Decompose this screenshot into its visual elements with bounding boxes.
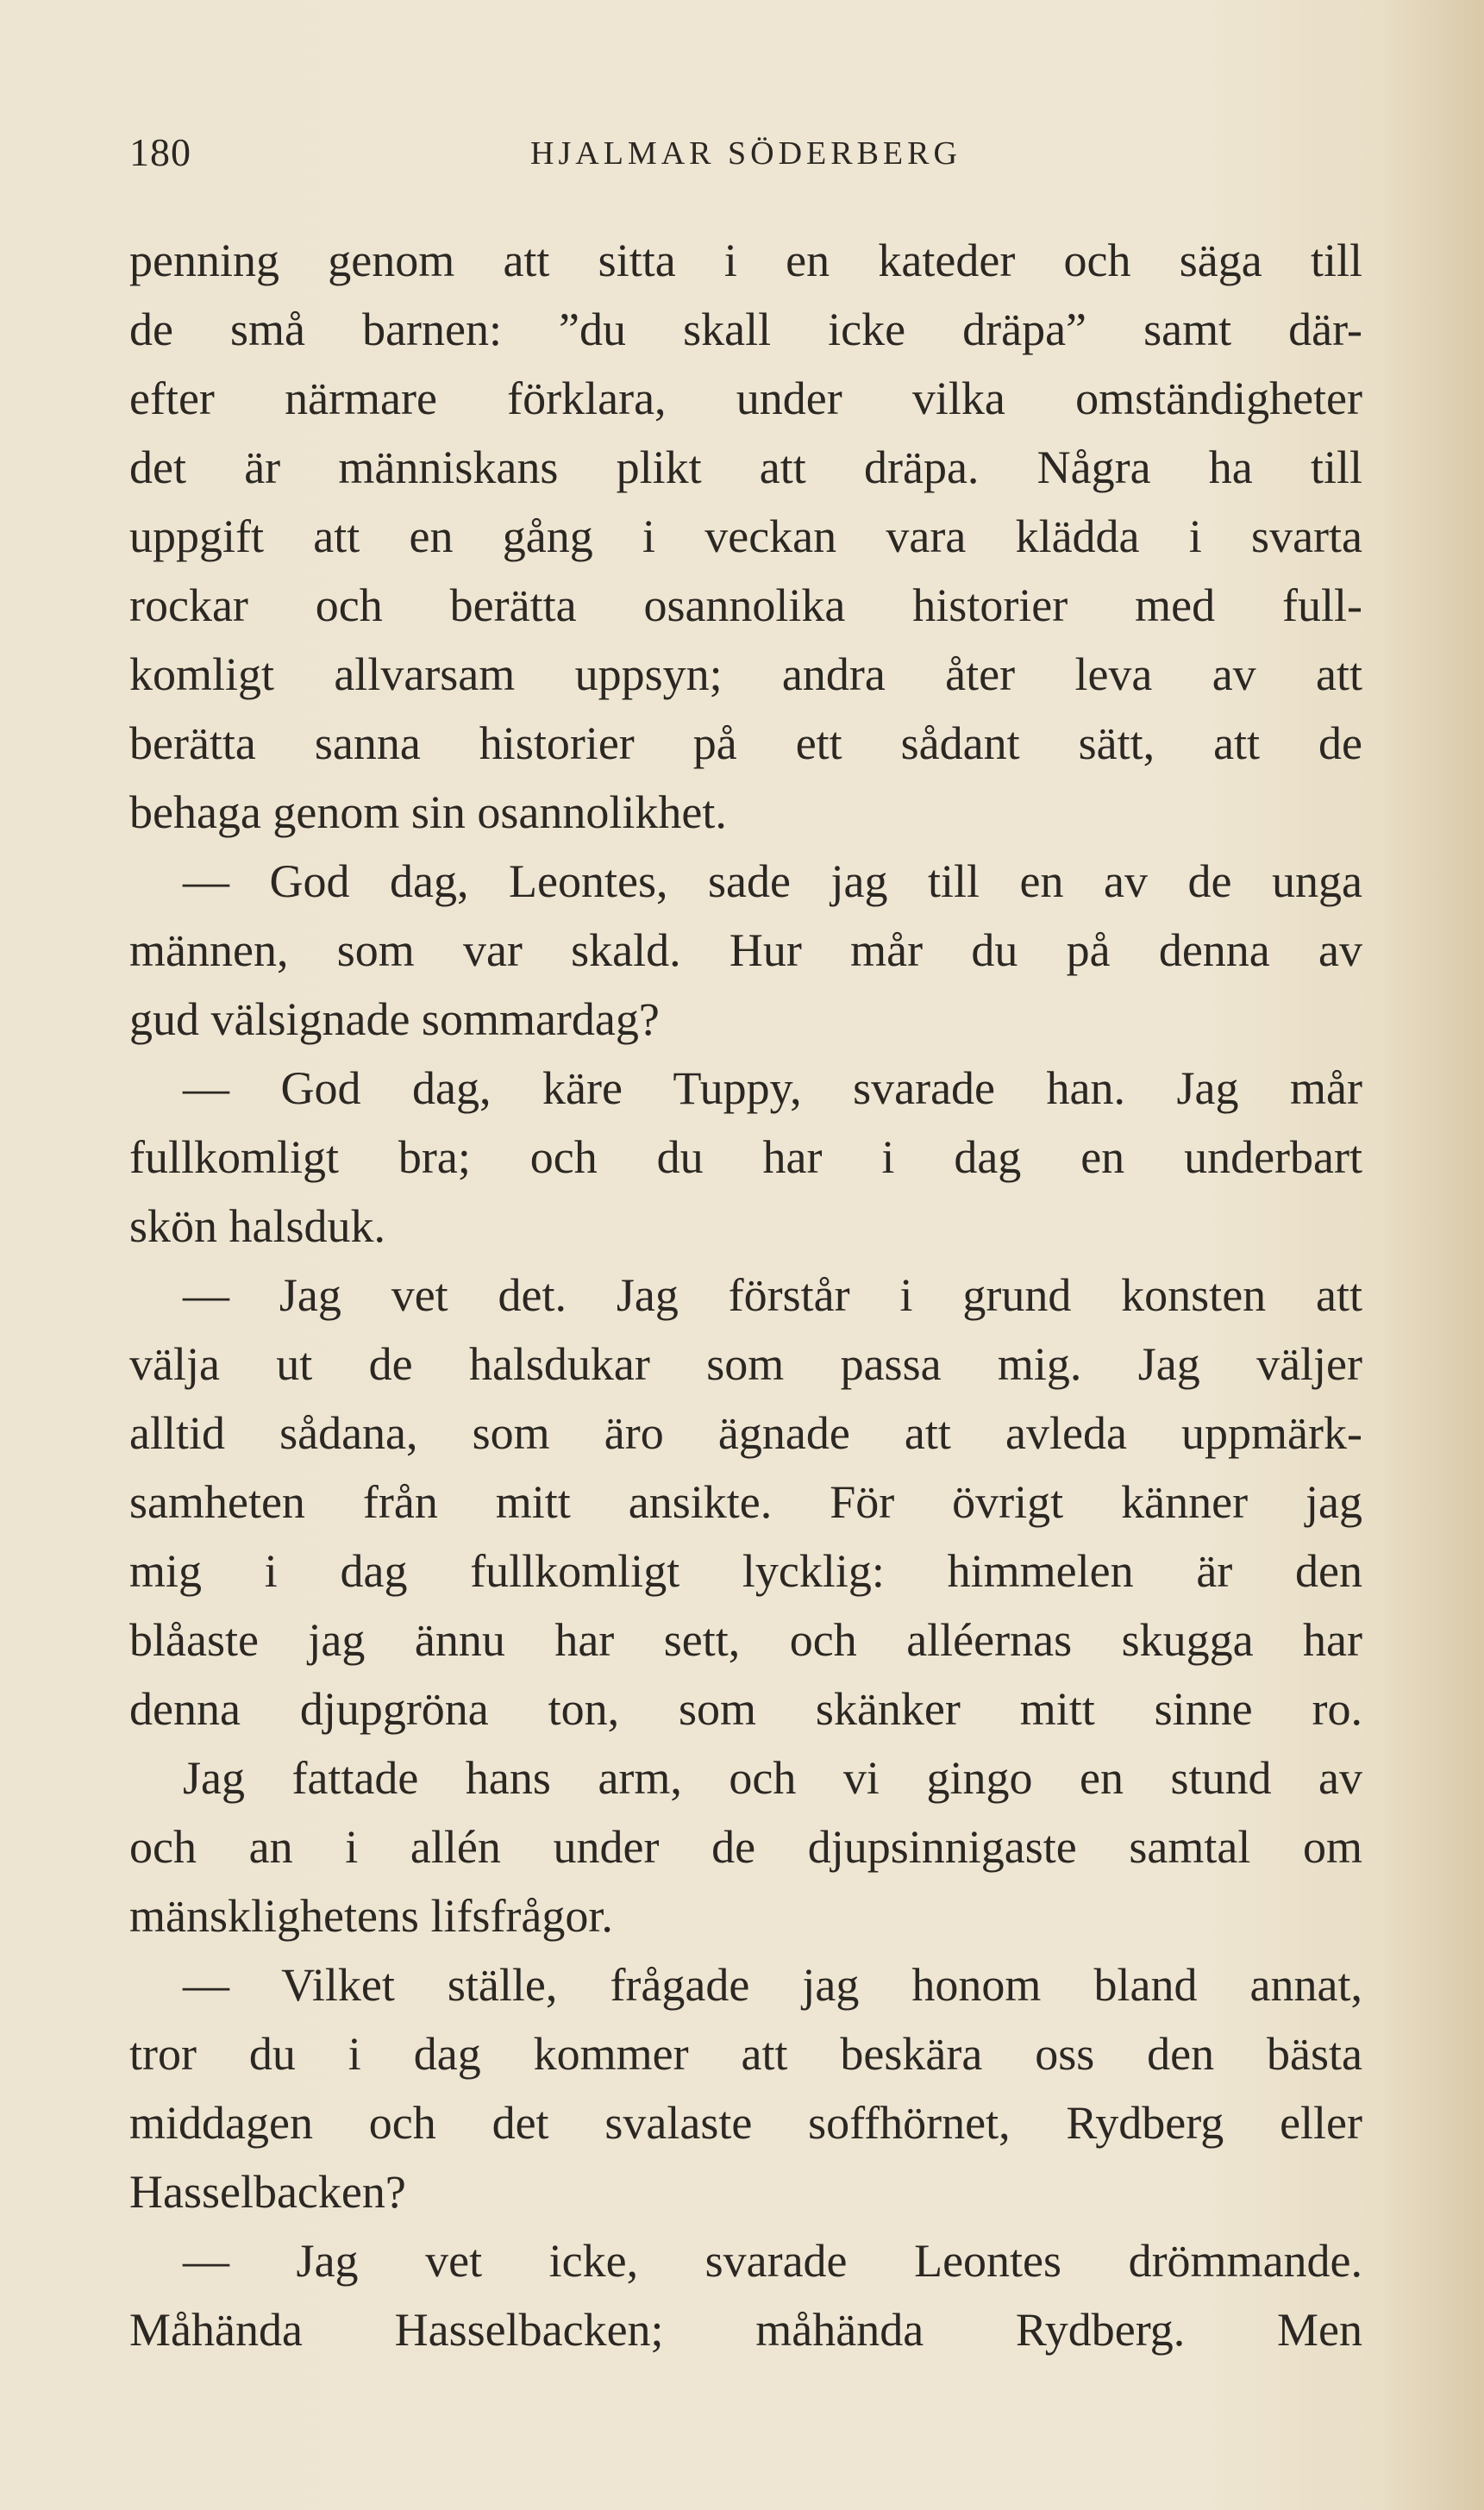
- text-line: männen, som var skald. Hur mår du på denna av: [129, 924, 1362, 976]
- text-line: och an i allén under de djupsinnigaste samtal om: [129, 1821, 1362, 1873]
- text-line: — Jag vet det. Jag förstår i grund konsten att: [183, 1269, 1362, 1321]
- text-line: tror du i dag kommer att beskära oss den bästa: [129, 2028, 1362, 2080]
- text-line: välja ut de halsdukar som passa mig. Jag väljer: [129, 1338, 1362, 1390]
- text-line: berätta sanna historier på ett sådant sätt, att de: [129, 717, 1362, 769]
- running-head: [129, 129, 1362, 181]
- text-line: komligt allvarsam uppsyn; andra åter leva av att: [129, 648, 1362, 700]
- text-line: blåaste jag ännu har sett, och alléernas skugga har: [129, 1614, 1362, 1666]
- text-line: — Vilket ställe, frågade jag honom bland annat,: [183, 1959, 1362, 2011]
- text-line: fullkomligt bra; och du har i dag en underbart: [129, 1131, 1362, 1183]
- text-line: skön halsduk.: [129, 1200, 385, 1252]
- text-line: mig i dag fullkomligt lycklig: himmelen är den: [129, 1545, 1362, 1597]
- text-line: — God dag, käre Tuppy, svarade han. Jag mår: [183, 1062, 1362, 1114]
- text-line: alltid sådana, som äro ägnade att avleda uppmärk-: [129, 1407, 1362, 1459]
- text-line: — Jag vet icke, svarade Leontes drömmande.: [183, 2235, 1362, 2287]
- text-line: mänsklighetens lifsfrågor.: [129, 1890, 613, 1942]
- running-title: HJALMAR SÖDERBERG: [530, 135, 961, 172]
- text-line: behaga genom sin osannolikhet.: [129, 786, 727, 838]
- text-line: penning genom att sitta i en kateder och säga till: [129, 235, 1362, 286]
- text-line: de små barnen: ”du skall icke dräpa” samt där-: [129, 304, 1362, 355]
- text-line: rockar och berätta osannolika historier med full-: [129, 579, 1362, 631]
- text-line: Jag fattade hans arm, och vi gingo en stund av: [183, 1752, 1362, 1804]
- text-line: uppgift att en gång i veckan vara klädda i svarta: [129, 510, 1362, 562]
- text-line: gud välsignade sommardag?: [129, 993, 660, 1045]
- body-text: [129, 226, 1362, 2364]
- text-line: denna djupgröna ton, som skänker mitt sinne ro.: [129, 1683, 1362, 1735]
- text-line: efter närmare förklara, under vilka omständigheter: [129, 372, 1362, 424]
- text-line: det är människans plikt att dräpa. Några ha till: [129, 441, 1362, 493]
- text-line: Hasselbacken?: [129, 2166, 406, 2218]
- text-line: Måhända Hasselbacken; måhända Rydberg. Men: [129, 2304, 1362, 2356]
- text-line: middagen och det svalaste soffhörnet, Rydberg eller: [129, 2097, 1362, 2149]
- text-line: samheten från mitt ansikte. För övrigt känner jag: [129, 1476, 1362, 1528]
- page-number: 180: [129, 130, 191, 174]
- text-line: — God dag, Leontes, sade jag till en av de unga: [183, 855, 1362, 907]
